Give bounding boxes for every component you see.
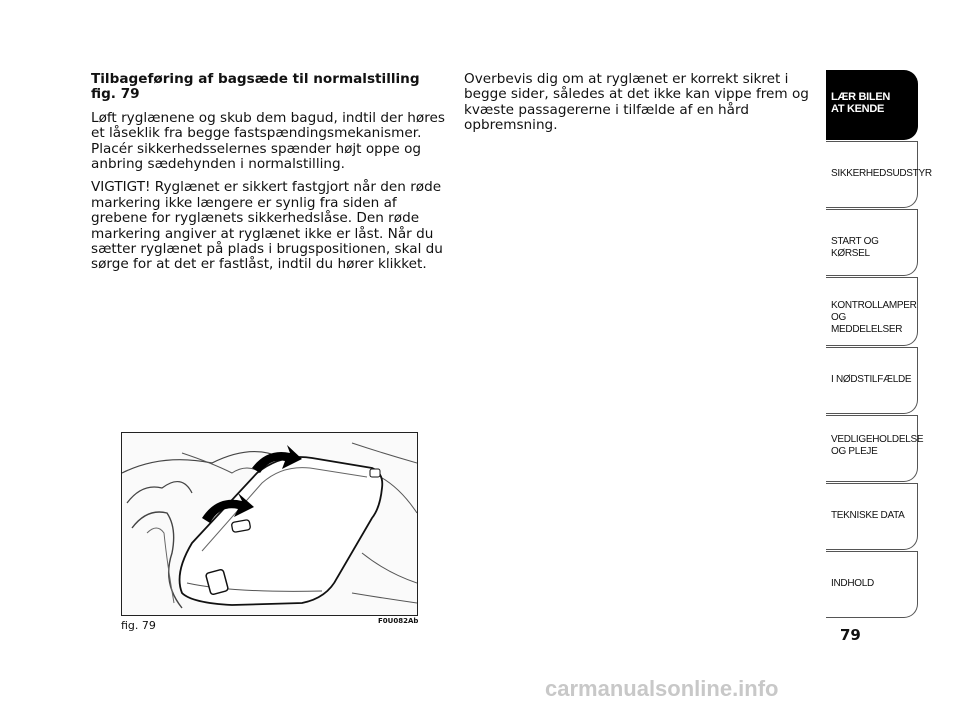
tab-laer-bilen-at-kende[interactable] (826, 70, 918, 140)
paragraph-2: Placér sikkerhedsselernes spænder højt oppe og anbring sædehynden i normalstilling. (91, 140, 422, 173)
figure-caption: fig. 79 (121, 619, 156, 632)
tab-label-line: AT KENDE (831, 103, 885, 115)
left-column (91, 72, 446, 281)
tab-indhold[interactable] (826, 551, 918, 618)
tab-label-line: START OG KØRSEL (831, 236, 879, 259)
tab-label-line: OG MEDDELELSER (831, 312, 903, 335)
seat-illustration (121, 432, 418, 616)
tab-kontrollamper[interactable] (826, 277, 918, 346)
page-number: 79 (840, 626, 861, 644)
tab-label-line: OG PLEJE (831, 446, 878, 457)
tab-label-line: TEKNISKE DATA (831, 510, 905, 521)
chapter-tabs (826, 70, 932, 619)
tab-i-nodstilfaelde[interactable] (826, 347, 918, 414)
right-column (464, 72, 809, 142)
tab-label-line: KONTROLLAMPER (831, 300, 917, 311)
paragraph-3: VIGTIGT! Ryglænet er sikkert fastgjort når den røde markering ikke længere er synlig fra siden af grebene for ryglænets sikkerhedslåse. Den røde markering angiver at ryglænet ikke er låst. Når du sætter ryglænet på plads i brugspositionen, skal du sørge for at det er fastlåst, indtil du hører klikket. (91, 179, 443, 273)
tab-label-line: SIKKERHEDSUDSTYR (831, 168, 932, 179)
watermark: carmanualsonline.info (545, 676, 779, 701)
tab-tekniske-data[interactable] (826, 483, 918, 550)
tab-label-line: VEDLIGEHOLDELSE (831, 434, 924, 445)
tab-vedligeholdelse[interactable] (826, 415, 924, 482)
seat-drawing (122, 433, 417, 615)
tab-label-line: I NØDSTILFÆLDE (831, 374, 912, 385)
tab-label-line: LÆR BILEN (831, 91, 891, 103)
tab-label-line: INDHOLD (831, 578, 874, 589)
tab-sikkerhedsudstyr[interactable] (826, 141, 932, 208)
paragraph-1: Løft ryglænene og skub dem bagud, indtil der høres et låseklik fra begge fastspændingsmekanismer. (91, 109, 445, 142)
section-heading: Tilbageføring af bagsæde til normalstilling fig. 79 (91, 71, 420, 103)
paragraph-right: Overbevis dig om at ryglænet er korrekt sikret i begge sider, således at det ikke kan vippe frem og kvæste passagererne i tilfælde af en hård opbremsning. (464, 71, 809, 134)
figure-code: F0U082Ab (378, 617, 419, 625)
tab-start-og-korsel[interactable] (826, 209, 918, 276)
